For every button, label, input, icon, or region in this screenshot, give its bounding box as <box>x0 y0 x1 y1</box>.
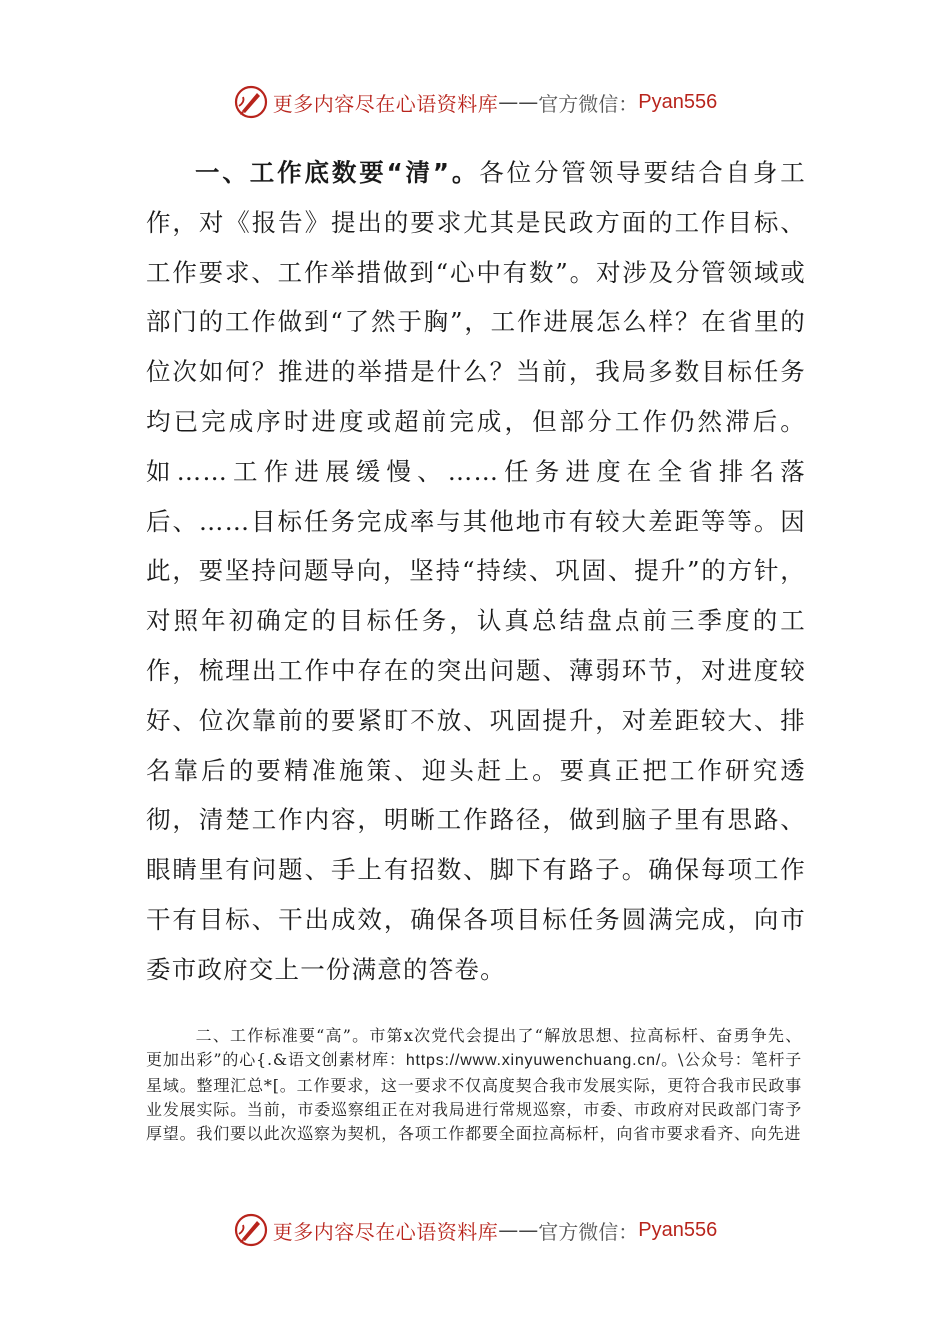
section1-body: 各位分管领导要结合自身工作，对《报告》提出的要求尤其是民政方面的工作目标、工作要求、工作举措做到“心中有数”。对涉及分管领域或部门的工作做到“了然于胸”，工作进展怎么样？在省里的位次如何？推进的举措是什么？当前，我局多数目标任务均已完成序时进度或超前完成，但部分工作仍然滞后。如……工作进展缓慢、……任务进度在全省排名落后、……目标任务完成率与其他地市有较大差距等等。因此，要坚持问题导向，坚持“持续、巩固、提升”的方针，对照年初确定的目标任务，认真总结盘点前三季度的工作，梳理出工作中存在的突出问题、薄弱环节，对进度较好、位次靠前的要紧盯不放、巩固提升，对差距较大、排名靠后的要精准施策、迎头赶上。要真正把工作研究透彻，清楚工作内容，明晰工作路径，做到脑子里有思路、眼睛里有问题、手上有招数、脚下有路子。确保每项工作干有目标、干出成效，确保各项目标任务圆满完成，向市委市政府交上一份满意的答卷。 <box>146 158 806 984</box>
section2-text-a: 二、工作标准要“高”。市第x次党代会提出了“解放思想、拉高标杆、奋勇争先、更加出彩”的心{.&语文创素材库： <box>146 1026 802 1070</box>
banner-wechat-id: Pyan556 <box>638 1218 718 1241</box>
section-work-baseline <box>146 148 806 995</box>
footer-watermark-banner <box>0 1208 950 1252</box>
section2-paragraph <box>146 1024 802 1146</box>
section-work-standard <box>146 1024 802 1146</box>
banner-wechat-label: 官方微信： <box>538 91 639 116</box>
banner-wechat-label: 官方微信： <box>538 1219 639 1244</box>
section2-url-link[interactable]: https://www.xinyuwenchuang.cn/ <box>405 1052 662 1070</box>
section1-paragraph <box>146 148 806 995</box>
pen-logo-icon <box>233 84 269 120</box>
section2-text-b: 。\公众号：笔杆子星域。整理汇总*[。工作要求，这一要求不仅高度契合我市发展实际，更符合我市民政事业发展实际。当前，市委巡察组正在对我局进行常规巡察，市委、市政府对民政部门寄予厚望。我们要以此次巡察为契机，各项工作都要全面拉高标杆，向省市要求看齐、向先进 <box>146 1050 802 1144</box>
banner-separator: —— <box>498 90 539 114</box>
banner-site-text: 更多内容尽在心语资料库 <box>272 1219 499 1244</box>
section1-heading: 一、工作底数要“清”。 <box>195 158 480 187</box>
banner-wechat-id: Pyan556 <box>638 90 718 113</box>
pen-logo-icon <box>233 1212 269 1248</box>
header-watermark-banner <box>0 80 950 124</box>
banner-separator: —— <box>498 1218 539 1242</box>
banner-site-text: 更多内容尽在心语资料库 <box>272 91 499 116</box>
